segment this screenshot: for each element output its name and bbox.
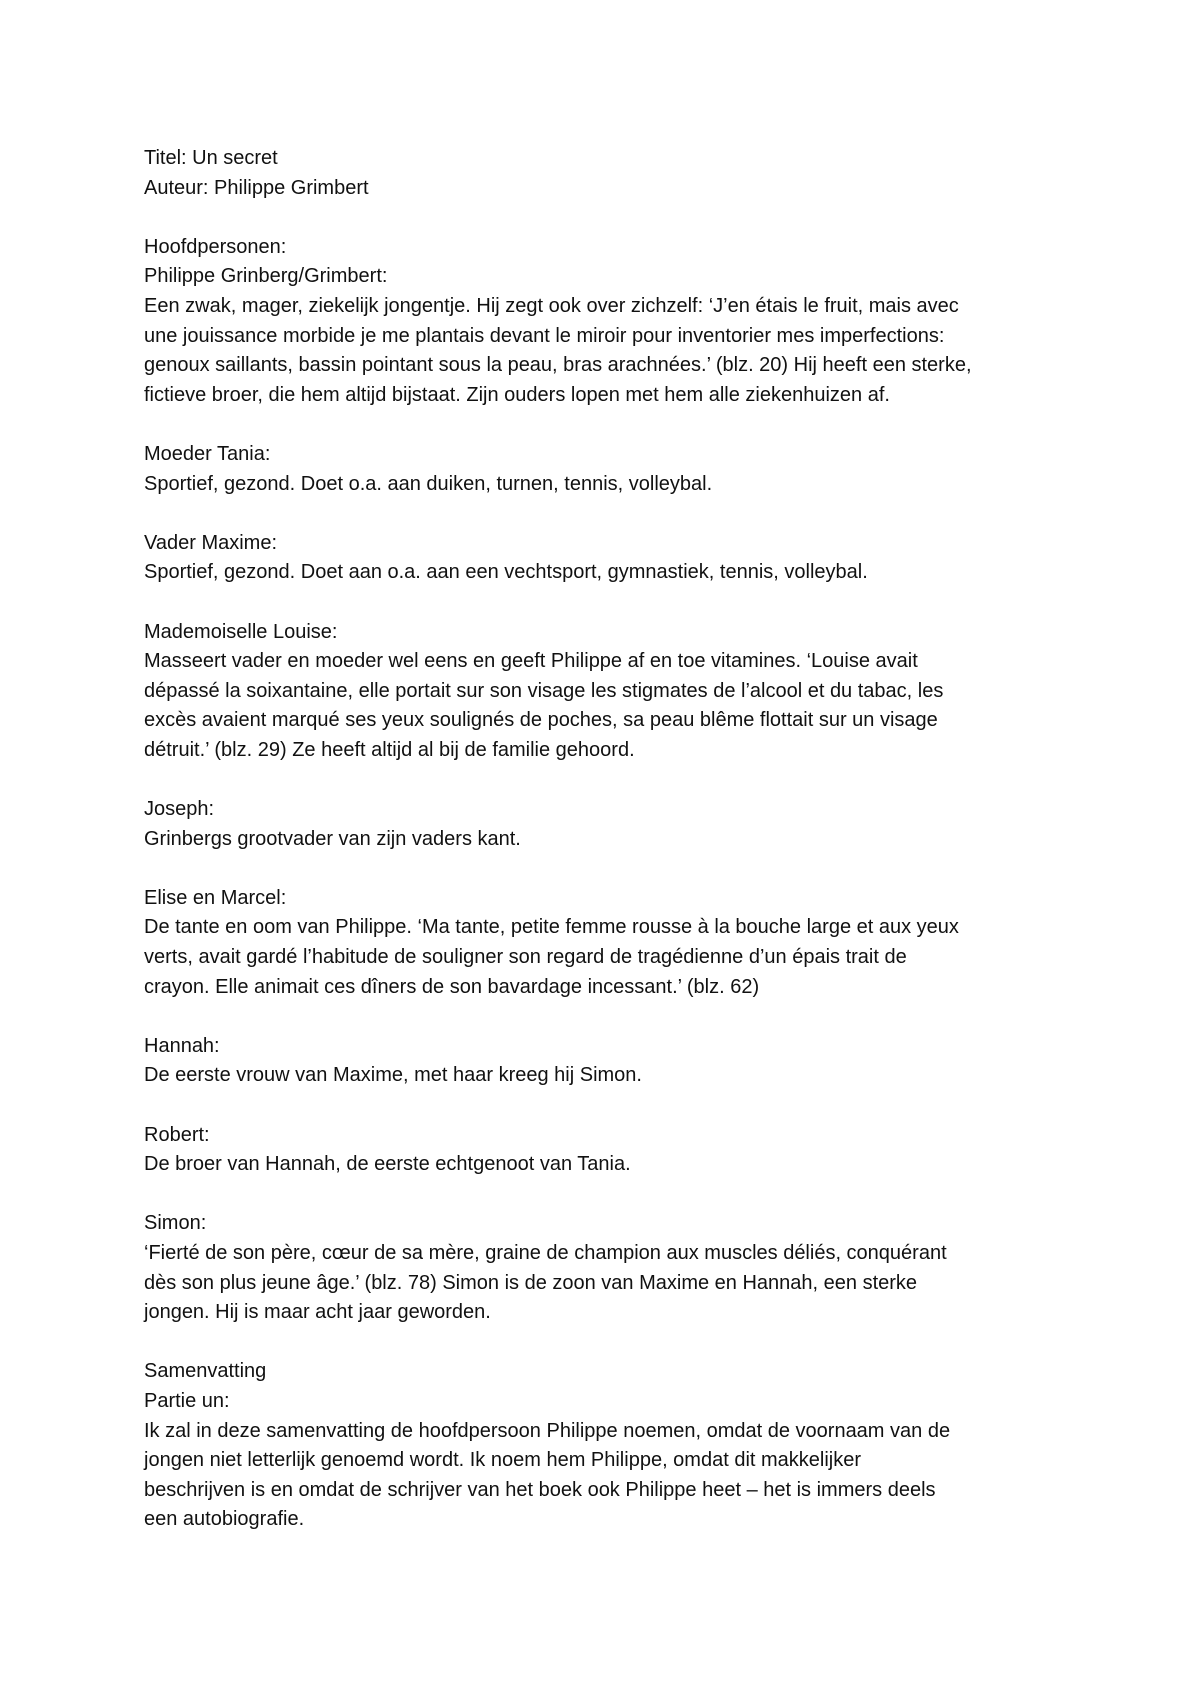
section-heading: Hoofdpersonen: (144, 235, 287, 258)
paragraph-line: dès son plus jeune âge.’ (blz. 78) Simon is de zoon van Maxime en Hannah, een sterke (144, 1271, 918, 1294)
character-heading-maxime: Vader Maxime: (144, 531, 278, 554)
paragraph-line: une jouissance morbide je me plantais devant le miroir pour inventorier mes imperfections: (144, 324, 945, 347)
paragraph-line: dépassé la soixantaine, elle portait sur son visage les stigmates de l’alcool et du tabac, les (144, 679, 944, 702)
section-hannah (144, 1032, 1074, 1091)
paragraph-line: een autobiografie. (144, 1508, 305, 1531)
summary-heading: Samenvatting (144, 1360, 267, 1383)
paragraph-line: De tante en oom van Philippe. ‘Ma tante, petite femme rousse à la bouche large et aux yeux (144, 916, 959, 939)
paragraph-line: Masseert vader en moeder wel eens en geeft Philippe af en toe vitamines. ‘Louise avait (144, 650, 918, 673)
paragraph-line: jongen niet letterlijk genoemd wordt. Ik noem hem Philippe, omdat dit makkelijker (144, 1449, 862, 1472)
section-main-characters (144, 233, 1074, 411)
section-summary (144, 1357, 1074, 1535)
paragraph-line: fictieve broer, die hem altijd bijstaat. Zijn ouders lopen met hem alle ziekenhuizen af. (144, 383, 890, 406)
paragraph-line: Een zwak, mager, ziekelijk jongentje. Hij zegt ook over zichzelf: ‘J’en étais le fruit, mais avec (144, 294, 959, 317)
character-heading-simon: Simon: (144, 1212, 207, 1235)
character-heading-louise: Mademoiselle Louise: (144, 620, 338, 643)
document-header (144, 144, 1074, 203)
title-line: Titel: Un secret (144, 147, 278, 169)
paragraph-line: excès avaient marqué ses yeux soulignés de poches, sa peau blême flottait sur un visage (144, 709, 938, 732)
paragraph-line: Grinbergs grootvader van zijn vaders kant. (144, 827, 521, 850)
summary-subheading: Partie un: (144, 1389, 230, 1412)
paragraph-line: crayon. Elle animait ces dîners de son bavardage incessant.’ (blz. 62) (144, 975, 760, 998)
character-heading-tania: Moeder Tania: (144, 442, 271, 465)
section-joseph (144, 795, 1074, 854)
paragraph-line: Sportief, gezond. Doet aan o.a. aan een vechtsport, gymnastiek, tennis, volleybal. (144, 561, 868, 584)
paragraph-line: détruit.’ (blz. 29) Ze heeft altijd al bij de familie gehoord. (144, 738, 635, 761)
paragraph-line: verts, avait gardé l’habitude de souligner son regard de tragédienne d’un épais trait de (144, 946, 907, 969)
document-page (144, 144, 1074, 1535)
paragraph-line: De eerste vrouw van Maxime, met haar kreeg hij Simon. (144, 1064, 642, 1087)
section-simon (144, 1209, 1074, 1327)
section-maxime (144, 529, 1074, 588)
character-heading-elise-marcel: Elise en Marcel: (144, 886, 287, 909)
paragraph-line: genoux saillants, bassin pointant sous la peau, bras arachnées.’ (blz. 20) Hij heeft een sterke, (144, 354, 972, 377)
author-line: Auteur: Philippe Grimbert (144, 176, 369, 199)
character-heading-joseph: Joseph: (144, 798, 215, 821)
paragraph-line: beschrijven is en omdat de schrijver van het boek ook Philippe heet – het is immers deels (144, 1478, 936, 1501)
paragraph-line: Ik zal in deze samenvatting de hoofdpersoon Philippe noemen, omdat de voornaam van de (144, 1419, 951, 1442)
paragraph-line: ‘Fierté de son père, cœur de sa mère, graine de champion aux muscles déliés, conquérant (144, 1241, 947, 1264)
section-robert (144, 1121, 1074, 1180)
section-elise-marcel (144, 884, 1074, 1002)
paragraph-line: De broer van Hannah, de eerste echtgenoot van Tania. (144, 1153, 631, 1176)
section-louise (144, 618, 1074, 766)
paragraph-line: jongen. Hij is maar acht jaar geworden. (144, 1301, 491, 1324)
section-tania (144, 440, 1074, 499)
character-heading-robert: Robert: (144, 1123, 210, 1146)
character-heading-philippe: Philippe Grinberg/Grimbert: (144, 265, 388, 288)
character-heading-hannah: Hannah: (144, 1034, 220, 1057)
paragraph-line: Sportief, gezond. Doet o.a. aan duiken, turnen, tennis, volleybal. (144, 472, 713, 495)
